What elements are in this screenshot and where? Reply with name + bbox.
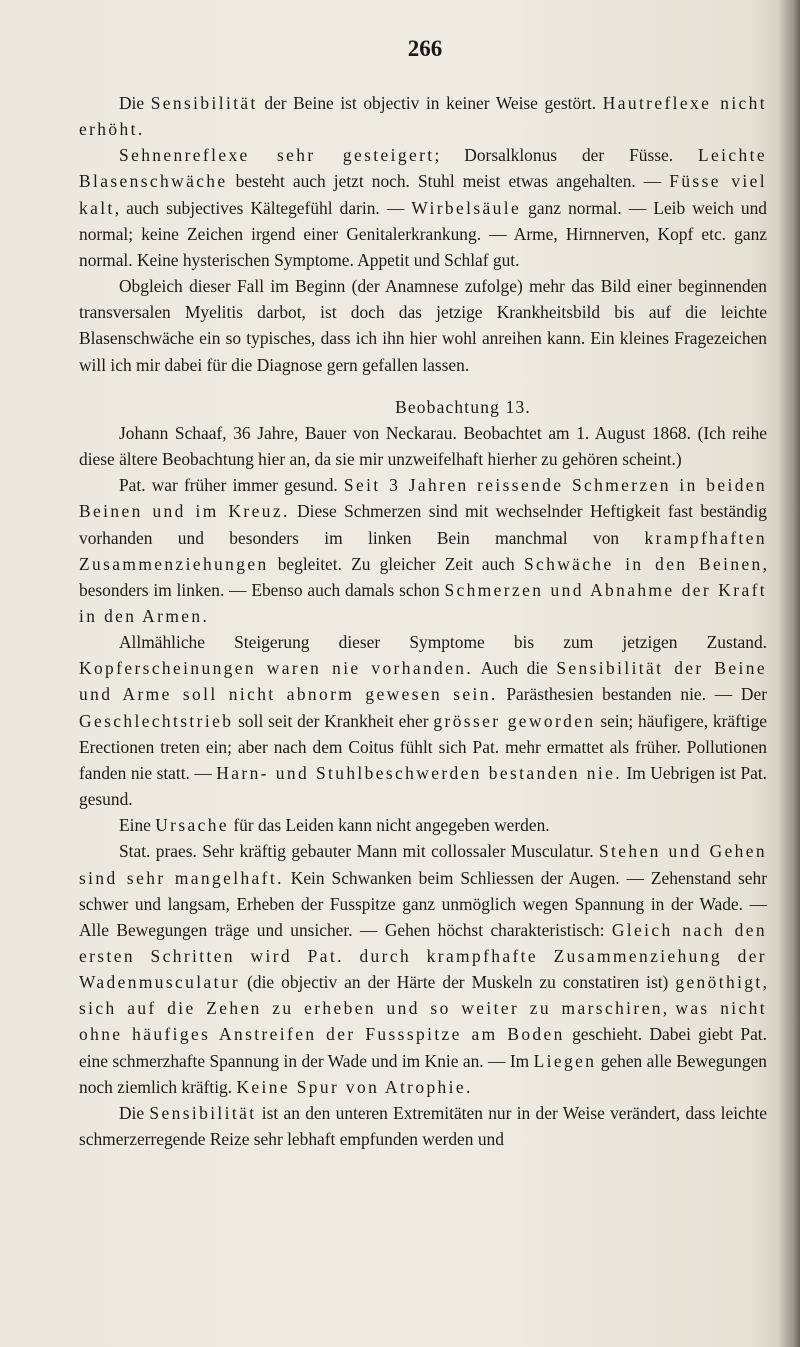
text-run: für das Leiden kann nicht angegeben werden. bbox=[229, 815, 550, 836]
spaced-emphasis-text: Seit 3 Jahren reissende Schmerzen in beiden Beinen und im Kreuz. bbox=[79, 475, 768, 522]
text-run: Beobachtung 13. bbox=[395, 396, 531, 417]
text-run: geschieht. Dabei giebt Pat. eine schmerzhafte Spannung in der Wade und im Knie an. — Im bbox=[79, 1024, 767, 1071]
text-run: soll seit der Krankheit eher bbox=[233, 710, 434, 731]
text-run: (die objectiv an der Härte der Muskeln zu constatiren ist) bbox=[240, 972, 676, 993]
paragraph bbox=[79, 1100, 767, 1152]
text-run: begleitet. Zu gleicher Zeit auch bbox=[268, 553, 524, 574]
body-text bbox=[79, 90, 767, 1152]
page-number: 266 bbox=[407, 36, 443, 61]
text-run: der Beine ist objectiv in keiner Weise gestört. bbox=[257, 93, 603, 113]
spaced-emphasis-text: genöthigt bbox=[675, 972, 763, 993]
spaced-emphasis-text: Sehnenreflexe sehr gesteigert bbox=[119, 145, 435, 166]
text-run: Im Uebrigen ist Pat. gesund. bbox=[79, 762, 768, 810]
spaced-emphasis-text: Wirbelsäule bbox=[411, 197, 522, 218]
text-run: , besonders im linken. — Ebenso auch damals schon bbox=[79, 553, 767, 600]
spaced-emphasis-text: Schwäche in den Beinen bbox=[523, 553, 763, 574]
spaced-emphasis-text: Liegen bbox=[533, 1050, 597, 1071]
text-run: , auch subjectives Kältegefühl darin. — bbox=[114, 197, 412, 218]
spaced-emphasis-text: Sensibilität der Beine und Arme soll nicht abnorm gewesen sein. bbox=[79, 658, 767, 705]
paragraph bbox=[79, 812, 767, 838]
paragraph bbox=[79, 142, 767, 273]
spaced-emphasis-text: Füsse viel kalt bbox=[79, 171, 767, 218]
page-edge-shadow bbox=[778, 0, 800, 1347]
paragraph bbox=[79, 273, 767, 378]
spaced-emphasis-text: sich auf die Zehen zu erheben und so weiter zu marschiren bbox=[79, 998, 663, 1019]
text-run: ganz normal. — Leib weich und normal; keine Zeichen irgend einer Genitalerkrankung. — Arme, Hirnnerven, Kopf etc. ganz normal. Keine hysterischen Symptome. Appetit und Schlaf gut. bbox=[79, 197, 768, 270]
spaced-emphasis-text: Sensibilität bbox=[150, 93, 258, 113]
spaced-emphasis-text: Sensibilität bbox=[149, 1102, 257, 1123]
spaced-emphasis-text: Kopferscheinungen waren nie vorhanden. bbox=[79, 658, 474, 679]
spaced-emphasis-text: grösser geworden bbox=[433, 710, 596, 731]
text-run: Diese Schmerzen sind mit wechselnder Heftigkeit fast beständig vorhanden und besonders im linken Bein manchmal von bbox=[79, 501, 767, 548]
section-heading bbox=[79, 394, 767, 420]
text-run: Stat. praes. Sehr kräftig gebauter Mann mit collossaler Musculatur. bbox=[119, 841, 599, 862]
spaced-emphasis-text: was nicht ohne häufiges Anstreifen der Fussspitze am Boden bbox=[79, 998, 767, 1045]
text-run: Johann Schaaf, 36 Jahre, Bauer von Neckarau. Beobachtet am 1. August 1868. (Ich reihe diese ältere Beobachtung hier an, da sie mir unzweifelhaft hierher zu gehören scheint.) bbox=[79, 422, 767, 470]
text-run: Pat. war früher immer gesund. bbox=[119, 475, 344, 496]
text-run: Die bbox=[119, 93, 151, 113]
text-run: Kein Schwanken beim Schliessen der Augen. — Zehenstand sehr schwer und langsam, Erheben der Fusspitze ganz unmöglich wegen Spannung in der Wade. — Alle Bewegungen träge und unsicher. — Gehen höchst charakteristisch: bbox=[79, 867, 767, 940]
spaced-emphasis-text: Geschlechtstrieb bbox=[79, 710, 234, 731]
paragraph bbox=[79, 838, 767, 1100]
spaced-emphasis-text: Harn- und Stuhlbeschwerden bestanden nie. bbox=[216, 762, 622, 783]
spaced-emphasis-text: Gleich nach den ersten Schritten wird Pat. durch krampfhafte Zusammenziehung der Wadenmusculatur bbox=[79, 919, 767, 993]
text-run: Parästhesien bestanden nie. — Der bbox=[497, 684, 767, 705]
text-run: sein; häufigere, kräftige Erectionen treten ein; aber nach dem Coitus fühlt sich Pat. mehr ermattet als früher. Pollutionen fanden nie statt. — bbox=[79, 710, 767, 783]
paragraph bbox=[79, 629, 767, 812]
text-run: Auch die bbox=[473, 658, 557, 679]
text-run: Obgleich dieser Fall im Beginn (der Anamnese zufolge) mehr das Bild einer beginnenden transversalen Myelitis darbot, ist doch das jetzige Krankheitsbild bis auf die leichte Blasenschwäche ein so typisches, dass ich ihn hier wohl anreihen kann. Ein kleines Fragezeichen will ich mir dabei für die Diagnose gern gefallen lassen. bbox=[79, 276, 767, 375]
spaced-emphasis-text: Leichte Blasenschwäche bbox=[79, 145, 767, 192]
paragraph bbox=[79, 90, 767, 142]
spaced-emphasis-text: Schmerzen und Abnahme der Kraft in den Armen. bbox=[79, 579, 768, 626]
paragraph bbox=[79, 472, 767, 629]
spaced-emphasis-text: Ursache bbox=[155, 815, 229, 836]
spaced-emphasis-text: Stehen und Gehen sind sehr mangelhaft. bbox=[79, 841, 767, 888]
spaced-emphasis-text: Keine Spur von Atrophie. bbox=[236, 1076, 473, 1097]
text-run: ist an den unteren Extremitäten nur in der Weise verändert, dass leichte schmerzerregende Reize sehr lebhaft empfunden werden und bbox=[79, 1102, 767, 1150]
text-run: Allmähliche Steigerung dieser Symptome bis zum jetzigen Zustand. bbox=[119, 632, 767, 653]
text-run: besteht auch jetzt noch. Stuhl meist etwas angehalten. — bbox=[227, 171, 670, 192]
spaced-emphasis-text: krampfhaften Zusammenziehungen bbox=[79, 527, 767, 574]
paragraph bbox=[79, 420, 767, 472]
text-run: ; Dorsalklonus der Füsse. bbox=[434, 145, 699, 166]
spaced-emphasis-text: Hautreflexe nicht erhöht. bbox=[79, 93, 768, 140]
text-run: gehen alle Bewegungen noch ziemlich kräftig. bbox=[79, 1050, 767, 1097]
text-run: Eine bbox=[119, 815, 156, 836]
text-run: , bbox=[662, 998, 676, 1019]
text-run: Die bbox=[119, 1102, 150, 1123]
text-run: , bbox=[762, 972, 767, 993]
